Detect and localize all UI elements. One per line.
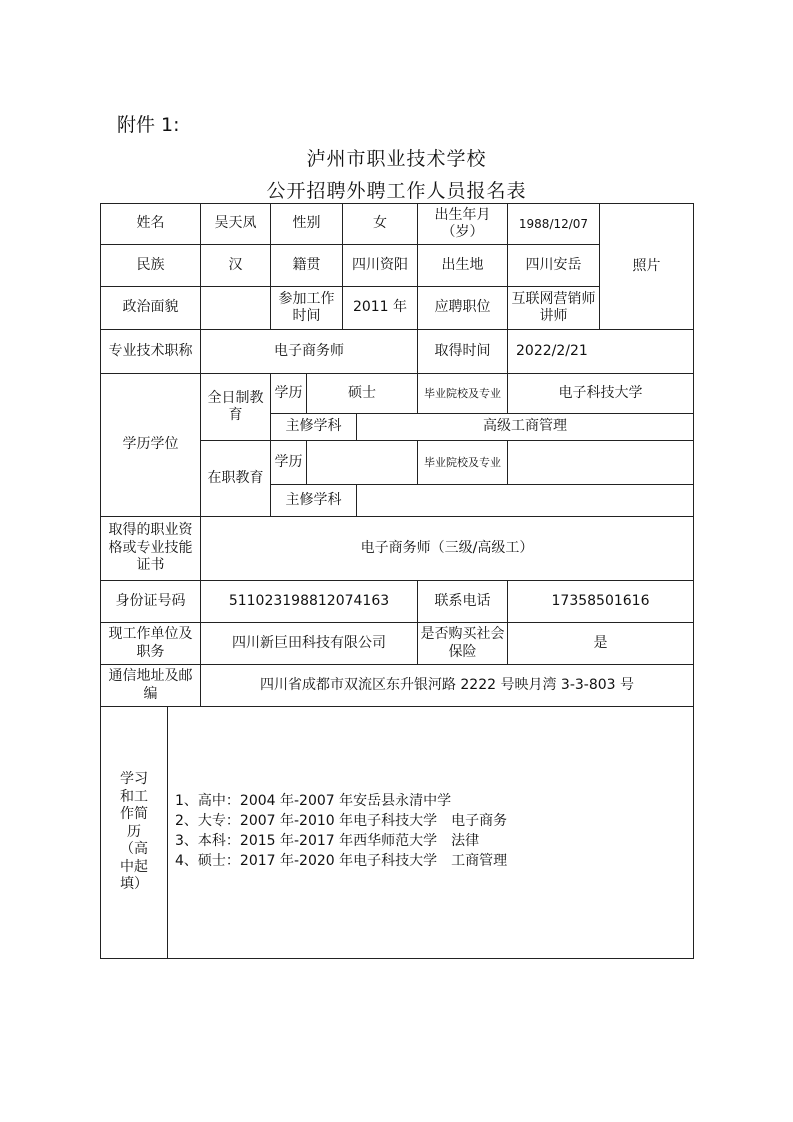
ethnicity-label: 民族 (100, 244, 201, 287)
native-place-label: 籍贯 (270, 244, 343, 287)
employer-label: 现工作单位及职务 (100, 622, 201, 665)
inservice-school-value (507, 440, 694, 485)
political-label: 政治面貌 (100, 286, 201, 330)
id-number-label: 身份证号码 (100, 580, 201, 623)
insurance-label: 是否购买社会保险 (417, 622, 508, 665)
ethnicity-value: 汉 (200, 244, 271, 287)
history-label: 学习和工作简历（高中起填） (100, 706, 168, 959)
fulltime-degree-label: 学历 (270, 373, 307, 414)
fulltime-major-value: 高级工商管理 (356, 413, 694, 441)
birth-value: 1988/12/07 (507, 203, 600, 245)
history-item: 3、本科：2015 年-2017 年西华师范大学 法律 (175, 833, 480, 849)
fulltime-major-label: 主修学科 (270, 413, 357, 441)
gender-value: 女 (342, 203, 418, 245)
inservice-major-label: 主修学科 (270, 484, 357, 517)
fulltime-degree-value: 硕士 (306, 373, 418, 414)
address-label: 通信地址及邮编 (100, 664, 201, 707)
gender-label: 性别 (270, 203, 343, 245)
employer-value: 四川新巨田科技有限公司 (200, 622, 418, 665)
id-number-value: 511023198812074163 (200, 580, 418, 623)
certificates-label: 取得的职业资格或专业技能证书 (100, 516, 201, 581)
inservice-major-value (356, 484, 694, 517)
position-label: 应聘职位 (417, 286, 508, 330)
name-label: 姓名 (100, 203, 201, 245)
form-title-school: 泸州市职业技术学校 (306, 148, 487, 170)
education-label: 学历学位 (100, 373, 201, 517)
work-start-label: 参加工作时间 (270, 286, 343, 330)
work-start-value: 2011 年 (342, 286, 418, 330)
birthplace-value: 四川安岳 (507, 244, 600, 287)
history-item: 1、高中：2004 年-2007 年安岳县永清中学 (175, 793, 452, 809)
inservice-degree-value (306, 440, 418, 485)
inservice-label: 在职教育 (200, 440, 271, 517)
position-value: 互联网营销师讲师 (507, 286, 600, 330)
photo-cell: 照片 (599, 203, 694, 330)
political-value (200, 286, 271, 330)
form-title: 公开招聘外聘工作人员报名表 (266, 180, 527, 202)
name-value: 吴天凤 (200, 203, 271, 245)
insurance-value: 是 (507, 622, 694, 665)
inservice-school-label: 毕业院校及专业 (417, 440, 508, 485)
phone-label: 联系电话 (417, 580, 508, 623)
attachment-label: 附件 1: (117, 114, 180, 136)
fulltime-school-label: 毕业院校及专业 (417, 373, 508, 414)
certificates-value: 电子商务师（三级/高级工） (200, 516, 694, 581)
history-list (175, 791, 507, 871)
phone-value: 17358501616 (507, 580, 694, 623)
title-date-value: 2022/2/21 (507, 329, 694, 374)
native-place-value: 四川资阳 (342, 244, 418, 287)
fulltime-label: 全日制教育 (200, 373, 271, 441)
title-label: 专业技术职称 (100, 329, 201, 374)
address-value: 四川省成都市双流区东升银河路 2222 号映月湾 3-3-803 号 (200, 664, 694, 707)
title-date-label: 取得时间 (417, 329, 508, 374)
birthplace-label: 出生地 (417, 244, 508, 287)
fulltime-school-value: 电子科技大学 (507, 373, 694, 414)
birth-label: 出生年月（岁） (417, 203, 508, 245)
title-value: 电子商务师 (200, 329, 418, 374)
history-item: 4、硕士：2017 年-2020 年电子科技大学 工商管理 (175, 853, 508, 869)
inservice-degree-label: 学历 (270, 440, 307, 485)
history-item: 2、大专：2007 年-2010 年电子科技大学 电子商务 (175, 813, 508, 829)
